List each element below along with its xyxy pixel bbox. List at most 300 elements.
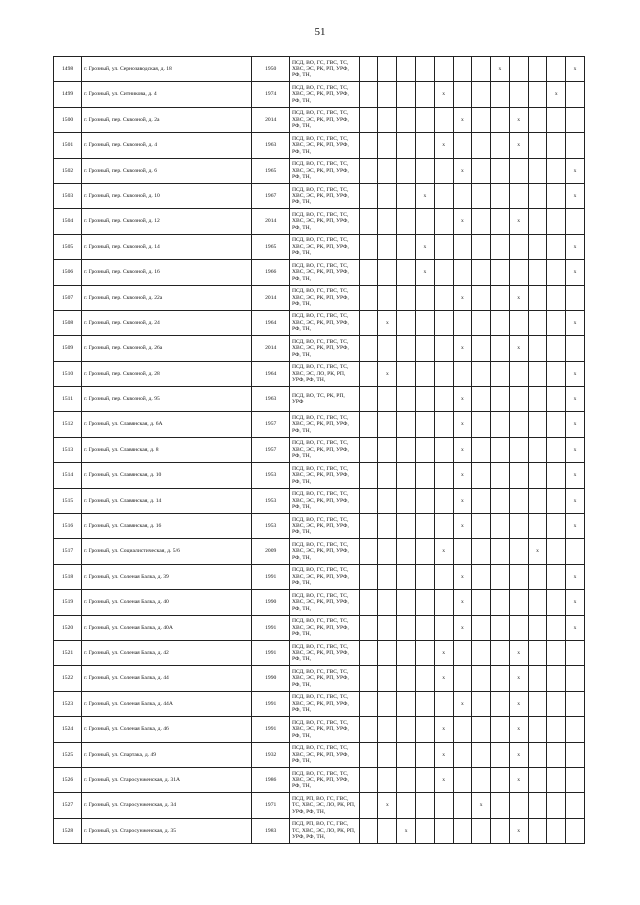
mark-cell xyxy=(359,793,378,818)
mark-cell xyxy=(472,183,491,208)
row-services: ПСД, ВО, ГС, ГВС, ТС, ХВС, ЭС, РК, РП, УРФ, РФ, ТН, xyxy=(289,514,359,539)
mark-cell xyxy=(415,691,434,716)
mark-cell xyxy=(434,183,453,208)
mark-cell: x xyxy=(378,361,397,386)
mark-cell xyxy=(547,463,566,488)
mark-cell xyxy=(397,209,416,234)
mark-cell xyxy=(472,590,491,615)
mark-cell xyxy=(472,209,491,234)
mark-cell xyxy=(472,82,491,107)
mark-cell xyxy=(453,260,472,285)
mark-cell xyxy=(509,488,528,513)
mark-cell xyxy=(472,564,491,589)
mark-cell xyxy=(547,691,566,716)
row-address: г. Грозный, ул. Спартака, д. 49 xyxy=(82,742,252,767)
mark-cell: x xyxy=(566,183,585,208)
mark-cell xyxy=(397,57,416,82)
mark-cell xyxy=(378,767,397,792)
mark-cell xyxy=(453,767,472,792)
mark-cell xyxy=(491,412,510,437)
mark-cell xyxy=(472,437,491,462)
mark-cell xyxy=(566,793,585,818)
mark-cell: x xyxy=(453,387,472,412)
mark-cell xyxy=(378,209,397,234)
mark-cell: x xyxy=(378,793,397,818)
mark-cell xyxy=(509,463,528,488)
mark-cell xyxy=(528,209,547,234)
row-number: 1523 xyxy=(54,691,82,716)
mark-cell: x xyxy=(434,717,453,742)
table-row xyxy=(54,666,585,691)
mark-cell xyxy=(528,260,547,285)
row-address: г. Грозный, пер. Сквозной, д. 6 xyxy=(82,158,252,183)
row-year: 1974 xyxy=(252,82,290,107)
mark-cell: x xyxy=(509,767,528,792)
mark-cell xyxy=(509,615,528,640)
mark-cell xyxy=(397,158,416,183)
row-number: 1518 xyxy=(54,564,82,589)
mark-cell xyxy=(359,666,378,691)
mark-cell xyxy=(415,564,434,589)
row-number: 1502 xyxy=(54,158,82,183)
mark-cell xyxy=(509,310,528,335)
mark-cell xyxy=(491,539,510,564)
mark-cell xyxy=(359,412,378,437)
mark-cell xyxy=(547,717,566,742)
mark-cell xyxy=(528,488,547,513)
mark-cell: x xyxy=(528,539,547,564)
row-services: ПСД, ВО, ГС, ГВС, ТС, ХВС, ЭС, РК, РП, УРФ, РФ, ТН, xyxy=(289,437,359,462)
row-number: 1501 xyxy=(54,133,82,158)
row-services: ПСД, ВО, ГС, ГВС, ТС, ХВС, ЭС, РК, РП, УРФ, РФ, ТН, xyxy=(289,183,359,208)
mark-cell xyxy=(509,437,528,462)
mark-cell: x xyxy=(434,133,453,158)
mark-cell: x xyxy=(453,285,472,310)
row-address: г. Грозный, пер. Сквозной, д. 2а xyxy=(82,107,252,132)
mark-cell xyxy=(509,158,528,183)
mark-cell xyxy=(378,666,397,691)
mark-cell xyxy=(472,361,491,386)
mark-cell xyxy=(434,310,453,335)
row-number: 1511 xyxy=(54,387,82,412)
mark-cell xyxy=(547,234,566,259)
mark-cell: x xyxy=(415,234,434,259)
mark-cell: x xyxy=(453,615,472,640)
mark-cell xyxy=(434,488,453,513)
mark-cell xyxy=(415,361,434,386)
mark-cell xyxy=(547,412,566,437)
row-services: ПСД, ВО, ГС, ГВС, ТС, ХВС, ЭС, РК, РП, УРФ, РФ, ТН, xyxy=(289,767,359,792)
row-number: 1507 xyxy=(54,285,82,310)
row-year: 2014 xyxy=(252,336,290,361)
mark-cell xyxy=(378,285,397,310)
mark-cell xyxy=(491,107,510,132)
row-services: ПСД, ВО, ГС, ГВС, ТС, ХВС, ЭС, РК, РП, УРФ, РФ, ТН, xyxy=(289,336,359,361)
mark-cell xyxy=(359,285,378,310)
row-services: ПСД, ВО, ГС, ГВС, ТС, ХВС, ЭС, РК, РП, УРФ, РФ, ТН, xyxy=(289,57,359,82)
row-address: г. Грозный, ул. Соленая Балка, д. 40А xyxy=(82,615,252,640)
row-year: 1991 xyxy=(252,564,290,589)
row-address: г. Грозный, ул. Славянская, д. 8 xyxy=(82,437,252,462)
row-year: 2014 xyxy=(252,285,290,310)
mark-cell xyxy=(528,234,547,259)
mark-cell xyxy=(491,82,510,107)
mark-cell xyxy=(566,640,585,665)
mark-cell xyxy=(378,615,397,640)
mark-cell xyxy=(397,336,416,361)
mark-cell xyxy=(472,514,491,539)
mark-cell xyxy=(528,158,547,183)
mark-cell xyxy=(434,514,453,539)
mark-cell xyxy=(434,57,453,82)
row-year: 1953 xyxy=(252,463,290,488)
row-address: г. Грозный, пер. Сквозной, д. 22а xyxy=(82,285,252,310)
mark-cell xyxy=(491,793,510,818)
mark-cell: x xyxy=(434,539,453,564)
mark-cell: x xyxy=(509,691,528,716)
mark-cell xyxy=(509,361,528,386)
mark-cell xyxy=(528,793,547,818)
mark-cell xyxy=(397,183,416,208)
row-year: 1953 xyxy=(252,514,290,539)
mark-cell xyxy=(472,310,491,335)
row-year: 1932 xyxy=(252,742,290,767)
mark-cell xyxy=(415,514,434,539)
mark-cell xyxy=(397,717,416,742)
row-number: 1524 xyxy=(54,717,82,742)
row-services: ПСД, ВО, ГС, ГВС, ТС, ХВС, ЭС, РК, РП, УРФ, РФ, ТН, xyxy=(289,234,359,259)
mark-cell xyxy=(566,818,585,843)
mark-cell xyxy=(528,387,547,412)
mark-cell xyxy=(547,488,566,513)
mark-cell xyxy=(415,209,434,234)
mark-cell xyxy=(397,361,416,386)
table-row xyxy=(54,818,585,843)
row-year: 1983 xyxy=(252,818,290,843)
mark-cell: x xyxy=(509,666,528,691)
mark-cell xyxy=(566,691,585,716)
mark-cell xyxy=(491,463,510,488)
mark-cell xyxy=(415,107,434,132)
row-services: ПСД, ВО, ГС, ГВС, ТС, ХВС, ЭС, РК, РП, УРФ, РФ, ТН, xyxy=(289,539,359,564)
mark-cell xyxy=(509,387,528,412)
row-year: 1953 xyxy=(252,488,290,513)
mark-cell xyxy=(378,437,397,462)
mark-cell: x xyxy=(566,564,585,589)
mark-cell xyxy=(472,742,491,767)
mark-cell xyxy=(528,285,547,310)
mark-cell: x xyxy=(415,260,434,285)
mark-cell: x xyxy=(434,666,453,691)
mark-cell xyxy=(472,285,491,310)
mark-cell xyxy=(491,514,510,539)
mark-cell xyxy=(453,361,472,386)
row-services: ПСД, ВО, ГС, ГВС, ТС, ХВС, ЭС, РК, РП, УРФ, РФ, ТН, xyxy=(289,260,359,285)
mark-cell xyxy=(491,590,510,615)
row-services: ПСД, ВО, ГС, ГВС, ТС, ХВС, ЭС, РК, РП, УРФ, РФ, ТН, xyxy=(289,564,359,589)
row-number: 1517 xyxy=(54,539,82,564)
row-address: г. Грозный, пер. Сквозной, д. 28 xyxy=(82,361,252,386)
mark-cell xyxy=(472,57,491,82)
mark-cell xyxy=(359,57,378,82)
mark-cell xyxy=(547,539,566,564)
mark-cell: x xyxy=(566,590,585,615)
mark-cell: x xyxy=(509,717,528,742)
mark-cell xyxy=(547,260,566,285)
row-services: ПСД, ВО, ГС, ГВС, ТС, ХВС, ЭС, РК, РП, УРФ, РФ, ТН, xyxy=(289,463,359,488)
mark-cell: x xyxy=(434,640,453,665)
mark-cell xyxy=(509,57,528,82)
mark-cell xyxy=(472,387,491,412)
mark-cell xyxy=(528,742,547,767)
row-number: 1528 xyxy=(54,818,82,843)
mark-cell xyxy=(528,564,547,589)
mark-cell xyxy=(359,260,378,285)
mark-cell: x xyxy=(415,183,434,208)
mark-cell xyxy=(547,336,566,361)
mark-cell xyxy=(359,310,378,335)
mark-cell xyxy=(528,336,547,361)
mark-cell xyxy=(528,640,547,665)
mark-cell xyxy=(415,437,434,462)
mark-cell xyxy=(509,793,528,818)
mark-cell: x xyxy=(566,387,585,412)
row-number: 1527 xyxy=(54,793,82,818)
mark-cell xyxy=(491,285,510,310)
mark-cell xyxy=(547,615,566,640)
mark-cell xyxy=(547,183,566,208)
mark-cell xyxy=(359,463,378,488)
row-number: 1500 xyxy=(54,107,82,132)
mark-cell xyxy=(378,590,397,615)
mark-cell xyxy=(509,514,528,539)
mark-cell xyxy=(434,691,453,716)
mark-cell: x xyxy=(453,564,472,589)
mark-cell xyxy=(547,209,566,234)
row-services: ПСД, РП, ВО, ГС, ГВС, ТС, ХВС, ЭС, ЛО, РК, РП, УРФ, РФ, ТН, xyxy=(289,793,359,818)
mark-cell xyxy=(359,767,378,792)
table-row xyxy=(54,717,585,742)
mark-cell: x xyxy=(566,57,585,82)
mark-cell xyxy=(397,514,416,539)
mark-cell xyxy=(472,234,491,259)
mark-cell: x xyxy=(453,107,472,132)
row-year: 1957 xyxy=(252,437,290,462)
row-address: г. Грозный, ул. Социалистическая, д. 5/6 xyxy=(82,539,252,564)
mark-cell xyxy=(528,666,547,691)
table-row xyxy=(54,463,585,488)
row-year: 2009 xyxy=(252,539,290,564)
mark-cell xyxy=(453,640,472,665)
mark-cell xyxy=(472,412,491,437)
mark-cell xyxy=(528,361,547,386)
mark-cell xyxy=(472,260,491,285)
row-number: 1510 xyxy=(54,361,82,386)
mark-cell xyxy=(397,590,416,615)
mark-cell xyxy=(547,387,566,412)
row-services: ПСД, ВО, ГС, ГВС, ТС, ХВС, ЭС, РК, РП, УРФ, РФ, ТН, xyxy=(289,412,359,437)
table-row xyxy=(54,57,585,82)
row-address: г. Грозный, ул. Сернозаводская, д. 18 xyxy=(82,57,252,82)
mark-cell: x xyxy=(453,158,472,183)
mark-cell xyxy=(359,437,378,462)
mark-cell xyxy=(378,717,397,742)
row-services: ПСД, ВО, ГС, ГВС, ТС, ХВС, ЭС, ЛО, РК, РП, УРФ, РФ, ТН, xyxy=(289,361,359,386)
mark-cell xyxy=(453,793,472,818)
mark-cell xyxy=(547,793,566,818)
mark-cell xyxy=(472,691,491,716)
mark-cell xyxy=(528,615,547,640)
mark-cell: x xyxy=(397,818,416,843)
mark-cell xyxy=(509,590,528,615)
mark-cell xyxy=(397,260,416,285)
mark-cell xyxy=(415,285,434,310)
mark-cell xyxy=(415,539,434,564)
row-services: ПСД, ВО, ГС, ГВС, ТС, ХВС, ЭС, РК, РП, УРФ, РФ, ТН, xyxy=(289,615,359,640)
mark-cell: x xyxy=(509,107,528,132)
mark-cell: x xyxy=(566,437,585,462)
mark-cell xyxy=(434,336,453,361)
housing-registry-table xyxy=(53,56,585,844)
mark-cell xyxy=(378,488,397,513)
mark-cell xyxy=(528,133,547,158)
row-services: ПСД, ВО, ГС, ГВС, ТС, ХВС, ЭС, РК, РП, УРФ, РФ, ТН, xyxy=(289,310,359,335)
row-services: ПСД, ВО, ГС, ГВС, ТС, ХВС, ЭС, РК, РП, УРФ, РФ, ТН, xyxy=(289,133,359,158)
table-row xyxy=(54,133,585,158)
mark-cell xyxy=(472,336,491,361)
mark-cell xyxy=(453,742,472,767)
mark-cell xyxy=(491,158,510,183)
mark-cell xyxy=(491,133,510,158)
mark-cell: x xyxy=(453,691,472,716)
row-address: г. Грозный, пер. Сквозной, д. 95 xyxy=(82,387,252,412)
table-row xyxy=(54,310,585,335)
row-address: г. Грозный, ул. Славянская, д. 14 xyxy=(82,488,252,513)
mark-cell xyxy=(453,57,472,82)
mark-cell xyxy=(491,767,510,792)
row-address: г. Грозный, ул. Старосунженская, д. 34 xyxy=(82,793,252,818)
mark-cell xyxy=(528,691,547,716)
mark-cell: x xyxy=(566,310,585,335)
mark-cell xyxy=(566,717,585,742)
row-services: ПСД, РП, ВО, ГС, ГВС, ТС, ХВС, ЭС, ЛО, РК, РП, УРФ, РФ, ТН, xyxy=(289,818,359,843)
mark-cell xyxy=(378,133,397,158)
mark-cell xyxy=(472,717,491,742)
table-row xyxy=(54,82,585,107)
mark-cell xyxy=(509,564,528,589)
row-address: г. Грозный, ул. Соленая Балка, д. 39 xyxy=(82,564,252,589)
mark-cell: x xyxy=(491,57,510,82)
mark-cell xyxy=(547,361,566,386)
row-services: ПСД, ВО, ГС, ГВС, ТС, ХВС, ЭС, РК, РП, УРФ, РФ, ТН, xyxy=(289,691,359,716)
mark-cell xyxy=(434,361,453,386)
mark-cell xyxy=(434,564,453,589)
mark-cell xyxy=(434,590,453,615)
row-number: 1520 xyxy=(54,615,82,640)
row-address: г. Грозный, пер. Сквозной, д. 10 xyxy=(82,183,252,208)
mark-cell xyxy=(528,818,547,843)
table-row xyxy=(54,488,585,513)
mark-cell xyxy=(491,640,510,665)
mark-cell xyxy=(378,640,397,665)
mark-cell xyxy=(434,107,453,132)
mark-cell xyxy=(491,361,510,386)
mark-cell xyxy=(415,640,434,665)
row-services: ПСД, ВО, ГС, ГВС, ТС, ХВС, ЭС, РК, РП, УРФ, РФ, ТН, xyxy=(289,742,359,767)
mark-cell xyxy=(378,412,397,437)
row-year: 1964 xyxy=(252,361,290,386)
mark-cell xyxy=(434,285,453,310)
row-services: ПСД, ВО, ГС, ГВС, ТС, ХВС, ЭС, РК, РП, УРФ, РФ, ТН, xyxy=(289,209,359,234)
table-row xyxy=(54,514,585,539)
mark-cell xyxy=(378,514,397,539)
mark-cell xyxy=(547,640,566,665)
row-address: г. Грозный, ул. Соленая Балка, д. 40 xyxy=(82,590,252,615)
row-address: г. Грозный, ул. Славянская, д. 16 xyxy=(82,514,252,539)
table-row xyxy=(54,183,585,208)
mark-cell xyxy=(415,463,434,488)
mark-cell: x xyxy=(378,310,397,335)
row-year: 1966 xyxy=(252,260,290,285)
mark-cell xyxy=(434,463,453,488)
mark-cell xyxy=(528,463,547,488)
mark-cell xyxy=(415,666,434,691)
mark-cell: x xyxy=(566,514,585,539)
mark-cell xyxy=(359,691,378,716)
row-number: 1514 xyxy=(54,463,82,488)
mark-cell: x xyxy=(566,412,585,437)
mark-cell xyxy=(566,742,585,767)
mark-cell: x xyxy=(453,209,472,234)
mark-cell xyxy=(359,234,378,259)
row-address: г. Грозный, ул. Ситникова, д. 4 xyxy=(82,82,252,107)
mark-cell xyxy=(491,209,510,234)
table-row xyxy=(54,387,585,412)
mark-cell xyxy=(397,107,416,132)
mark-cell xyxy=(359,539,378,564)
mark-cell xyxy=(528,107,547,132)
mark-cell xyxy=(491,310,510,335)
mark-cell xyxy=(434,615,453,640)
mark-cell xyxy=(397,234,416,259)
mark-cell xyxy=(491,234,510,259)
table-row xyxy=(54,742,585,767)
row-number: 1503 xyxy=(54,183,82,208)
mark-cell xyxy=(378,539,397,564)
mark-cell xyxy=(453,717,472,742)
row-address: г. Грозный, пер. Сквозной, д. 14 xyxy=(82,234,252,259)
mark-cell xyxy=(415,158,434,183)
mark-cell xyxy=(415,793,434,818)
row-year: 2014 xyxy=(252,209,290,234)
mark-cell xyxy=(359,336,378,361)
mark-cell xyxy=(378,818,397,843)
row-number: 1499 xyxy=(54,82,82,107)
mark-cell xyxy=(415,615,434,640)
table-body xyxy=(54,57,585,844)
mark-cell xyxy=(472,615,491,640)
table-row xyxy=(54,640,585,665)
row-year: 1990 xyxy=(252,590,290,615)
row-services: ПСД, ВО, ГС, ГВС, ТС, ХВС, ЭС, РК, РП, УРФ, РФ, ТН, xyxy=(289,488,359,513)
mark-cell xyxy=(509,82,528,107)
mark-cell xyxy=(378,158,397,183)
mark-cell xyxy=(547,437,566,462)
mark-cell xyxy=(528,183,547,208)
mark-cell xyxy=(472,107,491,132)
mark-cell xyxy=(359,387,378,412)
row-number: 1516 xyxy=(54,514,82,539)
